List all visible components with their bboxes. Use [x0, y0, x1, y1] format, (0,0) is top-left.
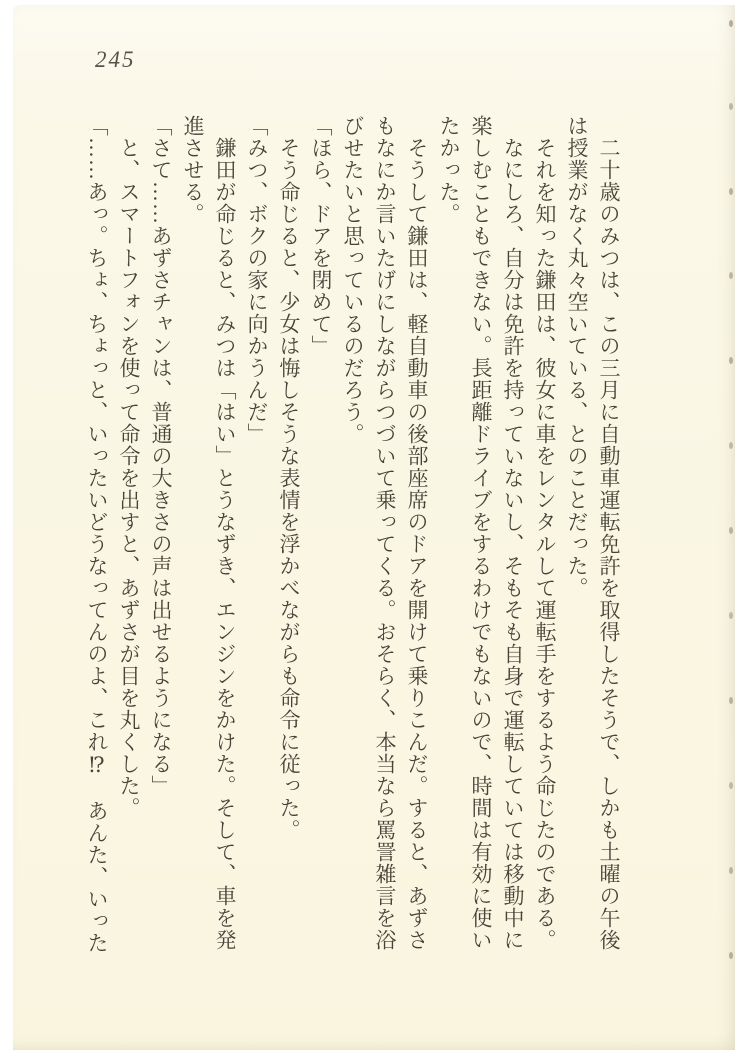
page-edge-marks — [729, 20, 733, 27]
page-number: 245 — [95, 47, 136, 72]
text-column: 「みつ、ボクの家に向かうんだ」 — [245, 115, 269, 445]
text-column: 進させる。 — [181, 115, 205, 225]
text-column: たかった。 — [437, 115, 461, 225]
text-column: そうして鎌田は、軽自動車の後部座席のドアを開けて乗りこんだ。すると、あずさ — [405, 137, 429, 951]
text-column: それを知った鎌田は、彼女に車をレンタルして運転手をするよう命じたのである。 — [533, 137, 557, 951]
text-column: もなにか言いたげにしながらつづいて乗ってくる。おそらく、本当なら罵詈雑言を浴 — [373, 115, 397, 951]
text-column: なにしろ、自分は免許を持っていないし、そもそも自身で運転していては移動中に — [501, 137, 525, 951]
text-column: 「さて……あずさチャンは、普通の大きさの声は出せるようになる」 — [149, 115, 173, 797]
text-column: びせたいと思っているのだろう。 — [341, 115, 365, 445]
text-column: そう命じると、少女は悔しそうな表情を浮かべながらも命令に従った。 — [277, 137, 301, 841]
text-column: 鎌田が命じると、みつは「はい」とうなずき、エンジンをかけた。そして、車を発 — [213, 137, 237, 951]
text-column: と、スマートフォンを使って命令を出すと、あずさが目を丸くした。 — [117, 137, 141, 819]
text-column: は授業がなく丸々空いている、とのことだった。 — [565, 115, 589, 599]
text-column: 二十歳のみつは、この三月に自動車運転免許を取得したそうで、しかも土曜の午後 — [597, 137, 621, 951]
text-column: 「……あっ。ちょ、ちょっと、いったいどうなってんのよ、これ⁉ あんた、いった — [85, 115, 109, 954]
text-columns — [77, 115, 625, 960]
book-page — [13, 5, 735, 1050]
text-column: 「ほら、ドアを閉めて」 — [309, 115, 333, 357]
text-column: 楽しむこともできない。長距離ドライブをするわけでもないので、時間は有効に使い — [469, 115, 493, 951]
